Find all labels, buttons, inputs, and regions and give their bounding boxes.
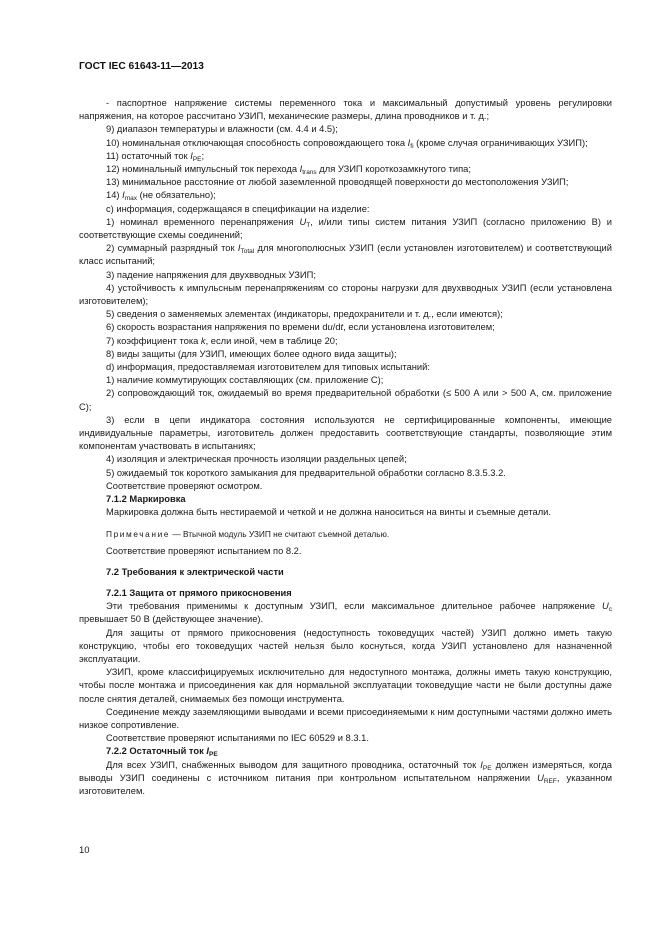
text-run: I xyxy=(122,190,125,201)
text-run: U xyxy=(537,772,544,783)
subscript: c xyxy=(608,606,612,614)
text-run: 7) коэффициент тока xyxy=(106,335,201,346)
paragraph xyxy=(79,361,612,374)
text-run: — Втычной модуль УЗИП не считают съемной деталью. xyxy=(170,528,390,539)
page-number: 10 xyxy=(79,845,90,856)
paragraph xyxy=(79,480,612,493)
paragraph xyxy=(79,308,612,321)
text-run: (не обязательно); xyxy=(137,190,216,201)
subscript: fi xyxy=(410,142,414,150)
subscript: max xyxy=(124,195,137,203)
text-run: для многополюсных УЗИП (если установлен изготовителем) и соответствующий класс испытаний; xyxy=(79,243,612,267)
text-run: I xyxy=(407,137,411,148)
text-run: /d xyxy=(332,322,341,333)
text-run: 8) виды защиты (для УЗИП, имеющих более одного вида защиты); xyxy=(106,348,397,359)
text-run: k xyxy=(200,335,206,346)
paragraph xyxy=(79,176,612,189)
text-run: 6) скорость возрастания напряжения по времени d xyxy=(106,322,328,333)
text-run: 1) номинал временного перенапряжения xyxy=(106,216,300,227)
text-run: Эти требования применимы к доступным УЗИП, если максимальное длительное рабочее напряжение xyxy=(106,601,602,612)
subscript: Total xyxy=(240,248,255,256)
paragraph xyxy=(79,269,612,282)
text-run: - паспортное напряжение системы переменного тока и максимальный допустимый уровень регулировки напряжения, на которое рассчитано УЗИП, механические размеры, длина проводников и т. д.; xyxy=(79,98,612,122)
paragraph xyxy=(79,732,612,745)
paragraph xyxy=(79,163,612,176)
paragraph xyxy=(79,506,612,519)
section-heading xyxy=(79,493,612,506)
subscript: trans xyxy=(302,169,317,177)
paragraph xyxy=(79,374,612,387)
text-run: 1) наличие коммутирующих составляющих (см. приложение С); xyxy=(106,375,384,386)
text-run: 7.2 Требования к электрической части xyxy=(106,566,284,577)
text-run: 12) номинальный импульсный ток перехода xyxy=(106,164,300,175)
document-header: ГОСТ IEC 61643-11—2013 xyxy=(79,61,204,72)
paragraph xyxy=(79,467,612,480)
text-run: 7.2.2 Остаточный ток xyxy=(106,746,207,757)
text-run: , и/или типы систем питания УЗИП (согласно приложению В) и соответствующие схемы соединений; xyxy=(79,216,612,241)
text-run: 11) остаточный ток xyxy=(106,150,191,161)
text-run: , указанном изготовителем. xyxy=(79,772,612,796)
text-run: d) информация, предоставляемая изготовителем для типовых испытаний: xyxy=(106,362,430,373)
paragraph xyxy=(79,123,612,136)
text-run: 3) падение напряжения для двухвводных УЗИП; xyxy=(106,269,316,280)
spacer xyxy=(79,558,612,566)
paragraph xyxy=(79,203,612,216)
text-run: 7.1.2 Маркировка xyxy=(106,494,186,505)
spacer xyxy=(79,520,612,528)
subscript: T xyxy=(306,221,311,229)
text-run: 5) сведения о заменяемых элементах (индикаторы, предохранители и т. д., если имеются); xyxy=(106,309,503,320)
text-run: 13) минимальное расстояние от любой заземленной проводящей поверхности до местоположения УЗИП; xyxy=(106,177,569,188)
paragraph xyxy=(79,348,612,361)
section-heading xyxy=(79,566,612,579)
text-run: для УЗИП короткозамкнутого типа; xyxy=(316,164,471,175)
paragraph xyxy=(79,600,612,626)
text-run: 2) суммарный разрядный ток xyxy=(106,243,238,254)
section-heading xyxy=(79,745,612,758)
text-run: Для всех УЗИП, снабженных выводом для защитного проводника, остаточный ток xyxy=(106,759,481,770)
text-run: t xyxy=(340,322,344,333)
text-run: 9) диапазон температуры и влажности (см. 4.4 и 4.5); xyxy=(106,124,338,135)
text-run: , если установлена изготовителем; xyxy=(343,322,495,333)
text-run: u xyxy=(327,322,333,333)
section-heading xyxy=(79,587,612,600)
text-run: (кроме случая ограничивающих УЗИП); xyxy=(413,137,588,148)
paragraph xyxy=(79,666,612,706)
subscript: PE xyxy=(208,751,218,759)
note-label: Примечание xyxy=(106,528,171,539)
text-run: Для защиты от прямого прикосновения (недоступность токоведущих частей) УЗИП должно иметь такую конструкцию, чтобы его токоведущих частей нельзя было коснуться, когда УЗИП установлено для назначенной эксплуатации. xyxy=(79,627,612,664)
text-run: превышает 50 В (действующее значение). xyxy=(79,614,264,625)
paragraph xyxy=(79,706,612,732)
spacer xyxy=(79,579,612,587)
text-run: Соответствие проверяют осмотром. xyxy=(106,480,263,491)
text-run: I xyxy=(237,243,241,254)
text-run: 4) изоляция и электрическая прочность изоляции раздельных цепей; xyxy=(106,454,407,465)
text-run: I xyxy=(299,164,303,175)
text-run: 5) ожидаемый ток короткого замыкания для предварительной обработки согласно 8.3.5.3.2. xyxy=(106,467,506,478)
paragraph xyxy=(79,137,612,150)
text-run: 2) сопровождающий ток, ожидаемый во время предварительной обработки (≤ 500 А или > 500 А, см. приложение С); xyxy=(79,388,612,412)
paragraph xyxy=(79,335,612,348)
text-run: 14) xyxy=(106,190,123,201)
text-run: должен измеряться, когда выводы УЗИП соединены с источником питания при контрольном испытательном напряжении xyxy=(79,759,612,783)
paragraph xyxy=(79,150,612,163)
paragraph xyxy=(79,453,612,466)
subscript: REF xyxy=(543,777,557,785)
text-run: 10) номинальная отключающая способность сопровождающего тока xyxy=(106,137,408,148)
subscript: PE xyxy=(482,764,492,772)
text-run: I xyxy=(206,746,209,757)
text-run: I xyxy=(480,759,483,770)
paragraph xyxy=(79,545,612,558)
paragraph xyxy=(79,97,612,123)
text-run: Соединение между заземляющими выводами и всеми присоединяемыми к ним доступными частями должно иметь низкое сопротивление. xyxy=(79,706,612,730)
text-run: I xyxy=(190,150,193,161)
text-run: U xyxy=(299,216,307,227)
paragraph xyxy=(79,759,612,799)
text-run: Соответствие проверяют испытанием по 8.2. xyxy=(106,545,302,556)
text-run: U xyxy=(602,601,609,612)
text-run: , если иной, чем в таблице 20; xyxy=(205,335,338,346)
paragraph xyxy=(79,627,612,667)
body-text xyxy=(79,97,612,798)
text-run: 3) если в цепи индикатора состояния используются не сертифицированные компоненты, имеющие индивидуальные параметры, изготовитель должен предоставить соответствующие стандарты, позволяющие этим компонентам участвовать в испытаниях; xyxy=(79,414,612,452)
text-run: 4) устойчивость к импульсным перенапряжениям со стороны нагрузки для двухвводных УЗИП (если установлена изготовителем); xyxy=(79,282,612,307)
paragraph xyxy=(79,321,612,334)
paragraph xyxy=(79,282,612,308)
subscript: PE xyxy=(192,155,202,163)
paragraph xyxy=(79,189,612,202)
text-run: 7.2.1 Защита от прямого прикосновения xyxy=(106,587,292,598)
paragraph xyxy=(79,216,612,242)
note-paragraph xyxy=(79,528,612,540)
paragraph xyxy=(79,242,612,268)
paragraph xyxy=(79,414,612,454)
text-run: Соответствие проверяют испытаниями по IEC 60529 и 8.3.1. xyxy=(106,733,369,744)
text-run: c) информация, содержащаяся в спецификации на изделие: xyxy=(106,203,370,214)
text-run: УЗИП, кроме классифицируемых исключительно для недоступного монтажа, должны иметь такую конструкцию, чтобы после монтажа и присоединения как для нормальной эксплуатации токоведущие части не были доступны даже после снятия деталей, снимаемых без помощи инструмента. xyxy=(79,667,612,704)
paragraph xyxy=(79,387,612,413)
text-run: Маркировка должна быть нестираемой и четкой и не должна наноситься на винты и съемные детали. xyxy=(106,507,551,518)
text-run: ; xyxy=(201,150,205,161)
